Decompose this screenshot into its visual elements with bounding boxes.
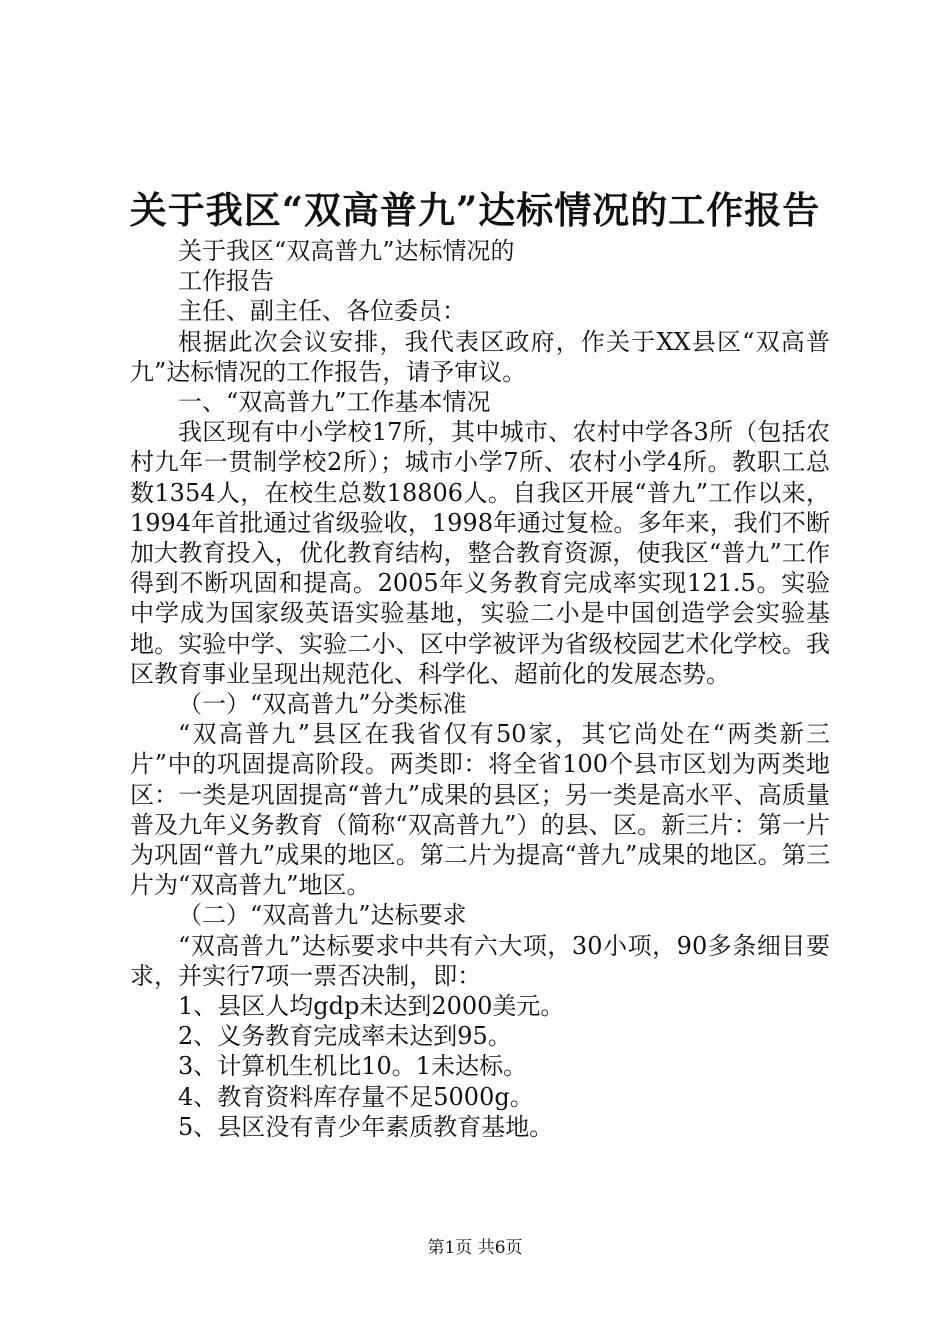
list-item: 1、县区人均gdp未达到2000美元。 (178, 992, 565, 1021)
subsection-heading: （一）“双高普九”分类标准 (178, 690, 467, 719)
list-item: 5、县区没有青少年素质教育基地。 (178, 1112, 554, 1141)
list-item: 2、义务教育完成率未达到95。 (178, 1022, 512, 1051)
paragraph: 我区现有中小学校17所，其中城市、农村中学各3所（包括农村九年一贯制学校2所）；城市小学7所、农村小学4所。教职工总数1354人，在校生总数18806人。自我区开展“普九”工作以来，1994年首批通过省级验收，1998年通过复检。多年来，我们不断加大教育投入，优化教育结构，整合教育资源，使我区“普九”工作得到不断巩固和提高。2005年义务教育完成率实现121.5。实验中学成为国家级英语实验基地，实验二小是中国创造学会实验基地。实验中学、实验二小、区中学被评为省级校园艺术化学校。我区教育事业呈现出规范化、科学化、超前化的发展态势。 (130, 418, 830, 688)
page-indicator: 第1页 共6页 (427, 1238, 523, 1258)
salutation: 主任、副主任、各位委员： (178, 297, 466, 326)
paragraph: 工作报告 (178, 267, 274, 296)
paragraph: 关于我区“双高普九”达标情况的 (178, 237, 515, 265)
paragraph: “双高普九”达标要求中共有六大项，30小项，90多条细目要求，并实行7项一票否决制，即： (130, 931, 830, 990)
document-title: 关于我区“双高普九”达标情况的工作报告 (129, 188, 821, 232)
paragraph: 根据此次会议安排，我代表区政府，作关于XX县区“双高普九”达标情况的工作报告，请予审议。 (130, 327, 830, 386)
paragraph: “双高普九”县区在我省仅有50家，其它尚处在“两类新三片”中的巩固提高阶段。两类即：将全省100个县市区划为两类地区：一类是巩固提高“普九”成果的县区；另一类是高水平、高质量普及九年义务教育（简称“双高普九”）的县、区。新三片：第一片为巩固“普九”成果的地区。第二片为提高“普九”成果的地区。第三片为“双高普九”地区。 (130, 720, 830, 900)
subsection-heading: （二）“双高普九”达标要求 (178, 901, 467, 930)
section-heading: 一、“双高普九”工作基本情况 (178, 388, 491, 417)
list-item: 4、教育资料库存量不足5000g。 (178, 1082, 534, 1111)
page-footer (0, 1236, 950, 1260)
list-item: 3、计算机生机比10。1未达标。 (178, 1052, 528, 1081)
document-body (130, 236, 830, 1142)
